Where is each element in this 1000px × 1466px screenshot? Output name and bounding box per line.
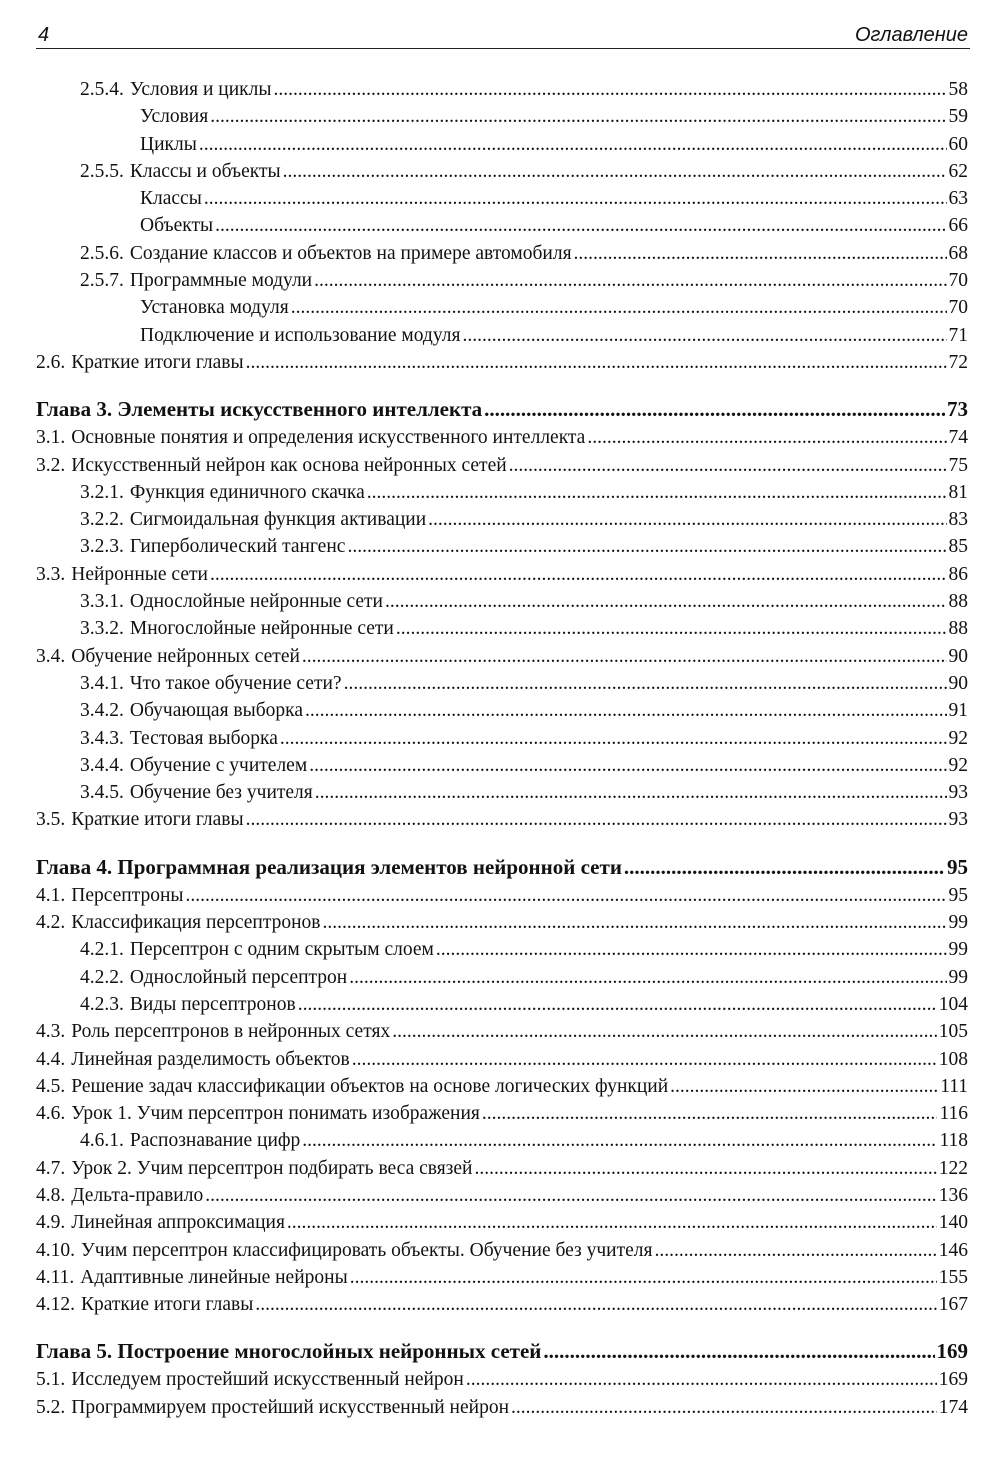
- toc-entry[interactable]: [36, 424, 968, 451]
- toc-page-number: 99: [948, 939, 968, 961]
- dot-leader: [315, 779, 947, 806]
- toc-page-number: 60: [948, 133, 968, 155]
- dot-leader: [305, 697, 947, 724]
- toc-entry-title: Обучение нейронных сетей: [71, 645, 300, 667]
- running-title: Оглавление: [854, 24, 968, 46]
- toc-entry[interactable]: [36, 240, 968, 267]
- toc-entry-number: 3.3.1.: [80, 591, 124, 613]
- toc-entry[interactable]: [36, 615, 968, 642]
- toc-entry[interactable]: [36, 294, 968, 321]
- toc-entry-number: 4.3.: [36, 1021, 66, 1043]
- toc-entry-number: 5.2.: [36, 1396, 66, 1418]
- dot-leader: [291, 294, 947, 321]
- toc-entry-title: Урок 2. Учим персептрон подбирать веса связей: [71, 1157, 473, 1179]
- toc-entry[interactable]: [36, 1046, 968, 1073]
- toc-entry-number: 3.4.: [36, 645, 66, 667]
- toc-page-number: 83: [948, 509, 968, 531]
- dot-leader: [474, 1155, 936, 1182]
- toc-entry[interactable]: [36, 1264, 968, 1291]
- toc-entry-number: 4.8.: [36, 1184, 66, 1206]
- toc-entry-title: Распознавание цифр: [129, 1130, 301, 1152]
- toc-page-number: 68: [948, 242, 968, 264]
- toc-entry[interactable]: [36, 1394, 968, 1421]
- toc-page-number: 88: [948, 618, 968, 640]
- toc-page-number: 59: [948, 106, 968, 128]
- toc-entry-number: 3.3.2.: [80, 618, 124, 640]
- dot-leader: [624, 852, 945, 882]
- dot-leader: [655, 1237, 937, 1264]
- toc-entry[interactable]: [36, 725, 968, 752]
- toc-entry-title: Исследуем простейший искусственный нейрон: [71, 1369, 464, 1391]
- toc-entry-title: Глава 3. Элементы искусственного интеллекта: [36, 397, 483, 422]
- dot-leader: [255, 1291, 936, 1318]
- toc-entry-number: 4.2.1.: [80, 939, 124, 961]
- toc-entry-title: Однослойные нейронные сети: [129, 591, 383, 613]
- toc-entry[interactable]: [36, 1182, 968, 1209]
- toc-page-number: 136: [938, 1184, 968, 1206]
- dot-leader: [210, 103, 946, 130]
- toc-page-number: 88: [948, 591, 968, 613]
- dot-leader: [302, 1127, 937, 1154]
- toc-page-number: 70: [948, 270, 968, 292]
- toc-entry-number: 2.5.4.: [80, 79, 124, 100]
- dot-leader: [283, 158, 947, 185]
- toc-entry[interactable]: [36, 806, 968, 833]
- toc-page-number: 90: [948, 645, 968, 667]
- toc-page-number: 81: [948, 481, 968, 503]
- toc-entry-number: 3.5.: [36, 809, 66, 831]
- toc-entry[interactable]: [36, 697, 968, 724]
- toc-entry[interactable]: [36, 76, 968, 103]
- toc-entry[interactable]: [36, 185, 968, 212]
- toc-entry-title: Классификация персептронов: [71, 912, 321, 934]
- toc-entry[interactable]: [36, 1209, 968, 1236]
- toc-entry-title: Создание классов и объектов на примере автомобиля: [129, 242, 572, 264]
- dot-leader: [215, 212, 946, 239]
- dot-leader: [344, 670, 947, 697]
- toc-page-number: 66: [948, 215, 968, 237]
- toc-entry-number: 4.10.: [36, 1239, 75, 1261]
- toc-entry-number: 5.1.: [36, 1369, 66, 1391]
- toc-page-number: 99: [948, 912, 968, 934]
- toc-entry-number: 2.6.: [36, 351, 66, 373]
- toc-entry-title: Подключение и использование модуля: [140, 324, 461, 346]
- toc-chapter-entry[interactable]: [36, 394, 968, 424]
- dot-leader: [436, 936, 947, 963]
- dot-leader: [385, 588, 947, 615]
- toc-entry[interactable]: [36, 1018, 968, 1045]
- dot-leader: [396, 615, 947, 642]
- toc-page-number: 169: [938, 1369, 968, 1391]
- dot-leader: [322, 909, 946, 936]
- toc-entry[interactable]: [36, 1237, 968, 1264]
- toc-entry-title: Условия и циклы: [129, 79, 272, 100]
- toc-entry-number: 4.1.: [36, 884, 66, 906]
- toc-page-number: 111: [940, 1075, 968, 1097]
- dot-leader: [199, 131, 947, 158]
- toc-entry[interactable]: [36, 103, 968, 130]
- toc-page-number: 62: [948, 160, 968, 182]
- dot-leader: [466, 1366, 937, 1393]
- toc-entry-title: Решение задач классификации объектов на основе логических функций: [71, 1075, 669, 1097]
- toc-entry-number: 3.4.1.: [80, 672, 124, 694]
- toc-entry[interactable]: [36, 1100, 968, 1127]
- dot-leader: [574, 240, 947, 267]
- toc-entry[interactable]: [36, 779, 968, 806]
- toc-entry[interactable]: [36, 1073, 968, 1100]
- toc-entry[interactable]: [36, 1366, 968, 1393]
- toc-entry-title: Глава 5. Построение многослойных нейронных сетей: [36, 1339, 542, 1364]
- toc-entry[interactable]: [36, 452, 968, 479]
- dot-leader: [210, 561, 947, 588]
- toc-page-number: 140: [938, 1212, 968, 1234]
- toc-entry-title: Глава 4. Программная реализация элементов нейронной сети: [36, 854, 622, 879]
- page-number: 4: [38, 24, 50, 46]
- dot-leader: [428, 506, 946, 533]
- toc-entry-title: Тестовая выборка: [129, 727, 278, 749]
- toc-page-number: 92: [948, 727, 968, 749]
- toc-entry-number: 4.5.: [36, 1075, 66, 1097]
- dot-leader: [287, 1209, 937, 1236]
- toc-entry-number: 4.11.: [36, 1266, 75, 1288]
- toc-page-number: 116: [939, 1103, 968, 1125]
- toc-entry-title: Адаптивные линейные нейроны: [80, 1266, 348, 1288]
- toc-entry-title: Программные модули: [129, 270, 313, 292]
- dot-leader: [392, 1018, 937, 1045]
- toc-entry-title: Обучение без учителя: [129, 782, 313, 804]
- toc-page-number: 118: [939, 1130, 968, 1152]
- toc-entry-title: Виды персептронов: [129, 993, 296, 1015]
- toc-entry[interactable]: [36, 349, 968, 376]
- toc-entry[interactable]: [36, 752, 968, 779]
- dot-leader: [670, 1073, 938, 1100]
- toc-entry-number: 3.1.: [36, 427, 66, 449]
- toc-chapter-entry[interactable]: [36, 852, 968, 882]
- dot-leader: [352, 1046, 937, 1073]
- toc-entry[interactable]: [36, 322, 968, 349]
- dot-leader: [186, 882, 947, 909]
- dot-leader: [484, 394, 945, 424]
- dot-leader: [462, 322, 946, 349]
- table-of-contents: [36, 76, 968, 1421]
- dot-leader: [273, 76, 946, 103]
- toc-entry-title: Функция единичного скачка: [129, 481, 365, 503]
- toc-page-number: 93: [948, 782, 968, 804]
- dot-leader: [511, 1394, 937, 1421]
- toc-entry-number: 3.4.2.: [80, 700, 124, 722]
- toc-entry-title: Краткие итоги главы: [71, 809, 244, 831]
- toc-entry-number: 2.5.6.: [80, 242, 124, 264]
- dot-leader: [314, 267, 946, 294]
- toc-entry-title: Линейная разделимость объектов: [71, 1048, 350, 1070]
- toc-page-number: 90: [948, 672, 968, 694]
- toc-page-number: 155: [938, 1266, 968, 1288]
- dot-leader: [349, 964, 946, 991]
- toc-entry-number: 4.6.1.: [80, 1130, 124, 1152]
- toc-page-number: 174: [938, 1396, 968, 1418]
- toc-entry-title: Программируем простейший искусственный нейрон: [71, 1396, 510, 1418]
- toc-entry-title: Роль персептронов в нейронных сетях: [71, 1021, 391, 1043]
- dot-leader: [246, 349, 947, 376]
- toc-page-number: 86: [948, 563, 968, 585]
- page-header: [36, 22, 970, 49]
- toc-chapter-entry[interactable]: [36, 1336, 968, 1366]
- dot-leader: [205, 1182, 937, 1209]
- toc-entry-number: 3.4.5.: [80, 782, 124, 804]
- toc-entry-title: Урок 1. Учим персептрон понимать изображения: [71, 1103, 480, 1125]
- toc-entry[interactable]: [36, 936, 968, 963]
- toc-entry-number: 4.4.: [36, 1048, 66, 1070]
- toc-entry-title: Краткие итоги главы: [81, 1294, 254, 1316]
- toc-page-number: 105: [938, 1021, 968, 1043]
- toc-entry-title: Что такое обучение сети?: [129, 672, 342, 694]
- toc-page-number: 85: [948, 536, 968, 558]
- toc-entry-title: Дельта-правило: [71, 1184, 204, 1206]
- toc-entry[interactable]: [36, 964, 968, 991]
- toc-entry-number: 4.12.: [36, 1294, 75, 1316]
- dot-leader: [509, 452, 947, 479]
- toc-entry-number: 4.7.: [36, 1157, 66, 1179]
- toc-entry-title: Учим персептрон классифицировать объекты. Обучение без учителя: [81, 1239, 653, 1261]
- toc-entry[interactable]: [36, 479, 968, 506]
- toc-entry-number: 4.2.3.: [80, 993, 124, 1015]
- toc-entry-number: 4.2.: [36, 912, 66, 934]
- dot-leader: [347, 533, 946, 560]
- toc-entry-title: Обучение с учителем: [129, 754, 308, 776]
- toc-entry[interactable]: [36, 1155, 968, 1182]
- toc-entry[interactable]: [36, 882, 968, 909]
- toc-entry-title: Гиперболический тангенс: [129, 536, 346, 558]
- toc-entry-title: Многослойные нейронные сети: [129, 618, 394, 640]
- toc-page-number: 73: [947, 397, 968, 422]
- dot-leader: [302, 643, 947, 670]
- toc-entry[interactable]: [36, 909, 968, 936]
- toc-entry[interactable]: [36, 588, 968, 615]
- toc-entry-title: Циклы: [140, 133, 197, 155]
- toc-entry-number: 3.4.3.: [80, 727, 124, 749]
- toc-entry-title: Однослойный персептрон: [129, 966, 348, 988]
- toc-page-number: 70: [948, 297, 968, 319]
- toc-entry-number: 3.2.1.: [80, 481, 124, 503]
- toc-entry-title: Персептрон с одним скрытым слоем: [129, 939, 434, 961]
- toc-page-number: 95: [948, 884, 968, 906]
- toc-entry-title: Персептроны: [71, 884, 184, 906]
- toc-entry[interactable]: [36, 212, 968, 239]
- toc-entry[interactable]: [36, 991, 968, 1018]
- toc-page-number: 63: [948, 188, 968, 210]
- toc-entry-number: 3.4.4.: [80, 754, 124, 776]
- toc-entry[interactable]: [36, 1127, 968, 1154]
- toc-page-number: 72: [948, 351, 968, 373]
- toc-entry-title: Классы и объекты: [129, 160, 281, 182]
- toc-entry-title: Обучающая выборка: [129, 700, 303, 722]
- toc-page-number: 99: [948, 966, 968, 988]
- toc-entry-title: Классы: [140, 188, 202, 210]
- toc-entry[interactable]: [36, 506, 968, 533]
- toc-entry[interactable]: [36, 643, 968, 670]
- toc-page-number: 91: [948, 700, 968, 722]
- toc-entry-title: Искусственный нейрон как основа нейронных сетей: [71, 454, 507, 476]
- dot-leader: [587, 424, 946, 451]
- dot-leader: [298, 991, 937, 1018]
- toc-page-number: 75: [948, 454, 968, 476]
- dot-leader: [482, 1100, 938, 1127]
- toc-page-number: 71: [948, 324, 968, 346]
- toc-entry[interactable]: [36, 158, 968, 185]
- toc-page-number: 92: [948, 754, 968, 776]
- toc-entry-title: Линейная аппроксимация: [71, 1212, 285, 1234]
- toc-page-number: 146: [938, 1239, 968, 1261]
- toc-page-number: 167: [938, 1294, 968, 1316]
- toc-entry[interactable]: [36, 561, 968, 588]
- toc-entry-number: 3.2.3.: [80, 536, 124, 558]
- dot-leader: [543, 1336, 934, 1366]
- dot-leader: [280, 725, 947, 752]
- toc-entry-title: Основные понятия и определения искусственного интеллекта: [71, 427, 586, 449]
- toc-entry-number: 4.9.: [36, 1212, 66, 1234]
- toc-entry-title: Условия: [140, 106, 209, 128]
- toc-entry[interactable]: [36, 1291, 968, 1318]
- toc-entry[interactable]: [36, 267, 968, 294]
- dot-leader: [246, 806, 947, 833]
- toc-entry[interactable]: [36, 131, 968, 158]
- toc-entry-number: 4.6.: [36, 1103, 66, 1125]
- toc-entry-number: 3.2.2.: [80, 509, 124, 531]
- toc-page-number: 58: [948, 79, 968, 100]
- dot-leader: [204, 185, 947, 212]
- dot-leader: [309, 752, 946, 779]
- toc-entry-number: 2.5.5.: [80, 160, 124, 182]
- toc-entry-number: 4.2.2.: [80, 966, 124, 988]
- toc-page-number: 108: [938, 1048, 968, 1070]
- toc-page-number: 93: [948, 809, 968, 831]
- toc-entry-number: 3.2.: [36, 454, 66, 476]
- toc-page-number: 169: [936, 1339, 968, 1364]
- toc-page-number: 95: [947, 854, 968, 879]
- toc-entry[interactable]: [36, 670, 968, 697]
- toc-entry-title: Нейронные сети: [71, 563, 208, 585]
- toc-entry-title: Сигмоидальная функция активации: [129, 509, 427, 531]
- toc-page-number: 74: [948, 427, 968, 449]
- toc-page-number: 104: [938, 993, 968, 1015]
- toc-entry-number: 3.3.: [36, 563, 66, 585]
- dot-leader: [367, 479, 947, 506]
- dot-leader: [350, 1264, 937, 1291]
- toc-entry-number: 2.5.7.: [80, 270, 124, 292]
- toc-entry[interactable]: [36, 533, 968, 560]
- toc-page-number: 122: [938, 1157, 968, 1179]
- toc-entry-title: Объекты: [140, 215, 214, 237]
- toc-entry-title: Краткие итоги главы: [71, 351, 244, 373]
- toc-entry-title: Установка модуля: [140, 297, 289, 319]
